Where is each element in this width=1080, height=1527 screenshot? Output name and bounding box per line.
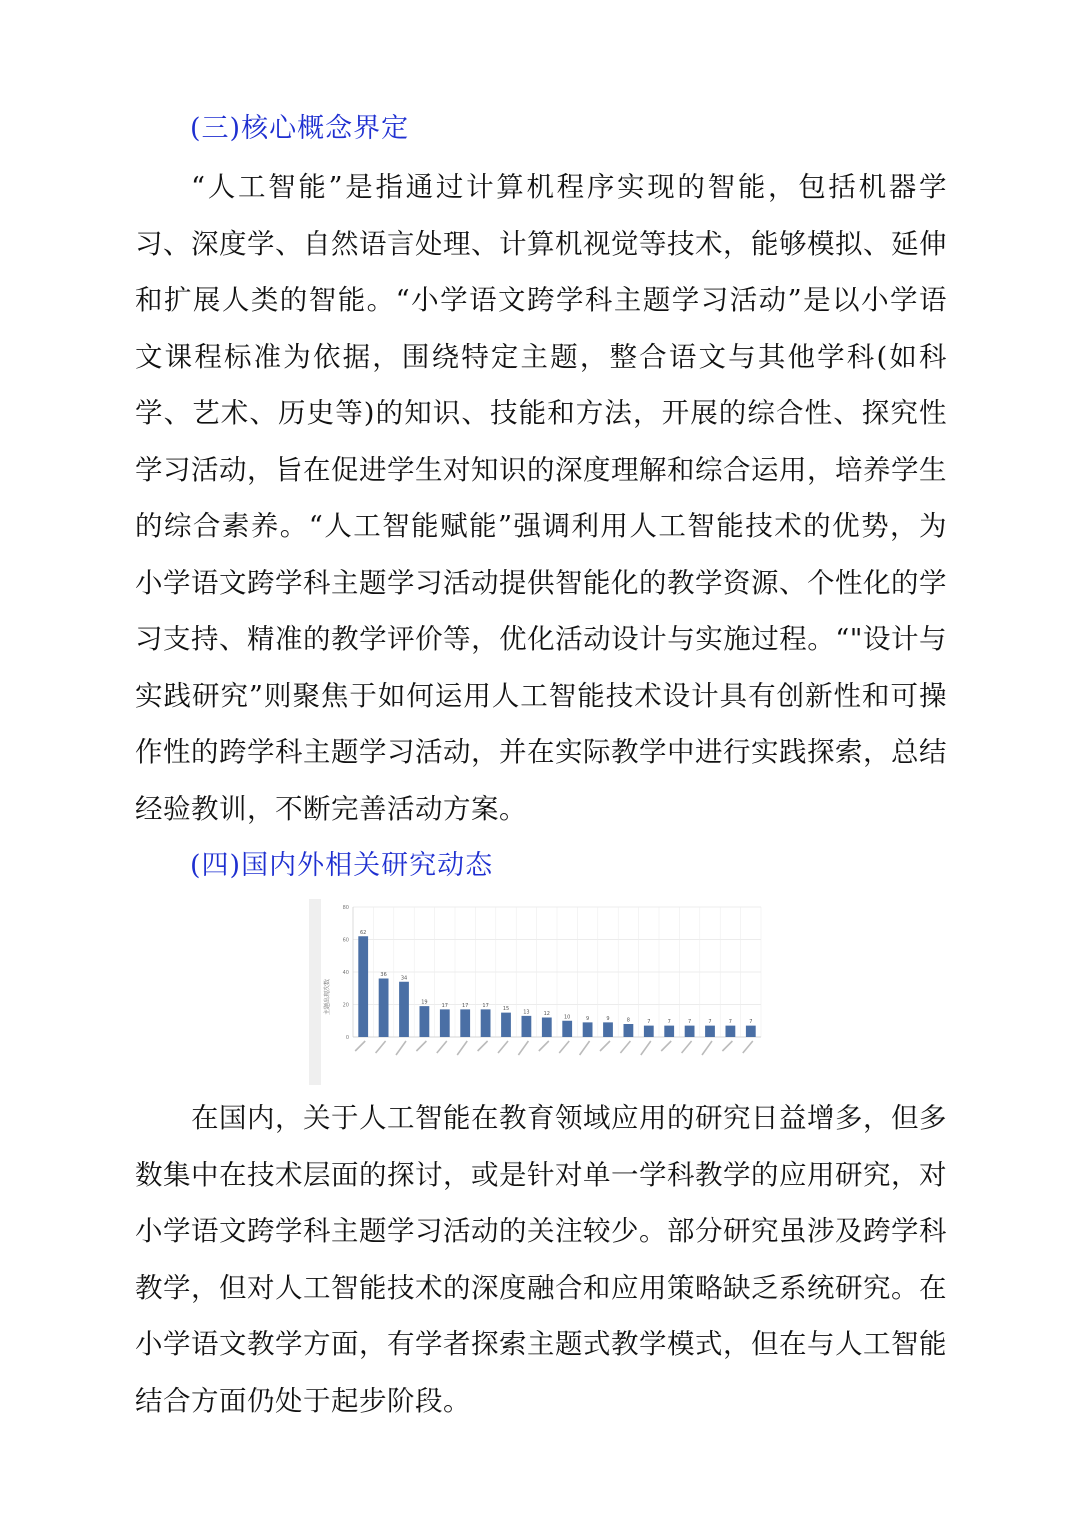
chart-background (309, 897, 771, 1085)
bar (420, 1006, 430, 1037)
bar (624, 1024, 634, 1037)
y-tick-label: 60 (342, 937, 349, 944)
bar (726, 1026, 736, 1037)
bar-value-label: 12 (543, 1011, 550, 1017)
bar-value-label: 9 (606, 1015, 610, 1022)
bar (379, 979, 389, 1038)
section-heading-research-status: (四)国内外相关研究动态 (190, 850, 494, 881)
chart-left-strip (309, 899, 321, 1085)
bar-value-label: 7 (667, 1019, 671, 1026)
bar-value-label: 7 (728, 1019, 732, 1026)
bar (481, 1009, 491, 1037)
bar-value-label: 15 (502, 1006, 510, 1013)
bar-value-label: 62 (360, 929, 367, 936)
bar (440, 1009, 450, 1037)
bar-value-label: 10 (564, 1014, 571, 1021)
bar-value-label: 17 (482, 1002, 489, 1009)
section-heading-core-concepts: (三)核心概念界定 (190, 113, 410, 144)
bar-value-label: 7 (647, 1019, 651, 1026)
y-tick-label: 0 (345, 1035, 349, 1041)
bar (358, 936, 368, 1037)
chart-svg (309, 897, 771, 1085)
bar-value-label: 8 (626, 1017, 630, 1024)
bar (460, 1009, 470, 1037)
y-tick-label: 40 (342, 970, 349, 976)
bar-value-label: 19 (421, 999, 428, 1006)
y-tick-label: 80 (342, 905, 349, 911)
bar-value-label: 7 (708, 1019, 712, 1026)
bar-value-label: 17 (462, 1002, 469, 1009)
bar (562, 1021, 572, 1037)
research-topic-bar-chart (309, 897, 771, 1085)
bar (644, 1026, 654, 1037)
paragraph-core-concepts: “人工智能”是指通过计算机程序实现的智能，包括机器学习、深度学、自然语言处理、计算机视觉等技术，能够模拟、延伸和扩展人类的智能。“小学语文跨学科主题学习活动”是以小学语文课程标准为依据，围绕特定主题，整合语文与其他学科(如科学、艺术、历史等)的知识、技能和方法，开展的综合性、探究性学习活动，旨在促进学生对知识的深度理解和综合运用，培养学生的综合素养。“人工智能赋能”强调利用人工智能技术的优势，为小学语文跨学科主题学习活动提供智能化的教学资源、个性化的学习支持、精准的教学评价等，优化活动设计与实施过程。“"设计与实践研究”则聚焦于如何运用人工智能技术设计具有创新性和可操作性的跨学科主题学习活动，并在实际教学中进行实践探索，总结经验教训，不断完善活动方案。 (135, 171, 947, 825)
bar-value-label: 9 (586, 1015, 590, 1022)
bar (522, 1016, 532, 1037)
bar (685, 1026, 695, 1037)
bar-value-label: 13 (523, 1009, 530, 1016)
bar (746, 1026, 756, 1037)
bar (603, 1022, 613, 1037)
bar-value-label: 7 (688, 1019, 692, 1026)
bar (542, 1018, 552, 1038)
bar-value-label: 34 (400, 975, 408, 982)
bar (583, 1022, 593, 1037)
chart-y-axis-title: 主题出现次数 (324, 978, 331, 1016)
bar (501, 1013, 511, 1037)
bar-value-label: 36 (380, 972, 387, 978)
paragraph-research-status: 在国内，关于人工智能在教育领域应用的研究日益增多，但多数集中在技术层面的探讨，或是针对单一学科教学的应用研究，对小学语文跨学科主题学习活动的关注较少。部分研究虽涉及跨学科教学，但对人工智能技术的深度融合和应用策略缺乏系统研究。在小学语文教学方面，有学者探索主题式教学模式，但在与人工智能结合方面仍处于起步阶段。 (135, 1102, 947, 1417)
bar-value-label: 7 (749, 1019, 753, 1026)
bar-value-label: 17 (441, 1002, 448, 1009)
bar (705, 1026, 715, 1037)
y-tick-label: 20 (342, 1002, 349, 1009)
bar (664, 1026, 674, 1037)
bar (399, 982, 409, 1037)
